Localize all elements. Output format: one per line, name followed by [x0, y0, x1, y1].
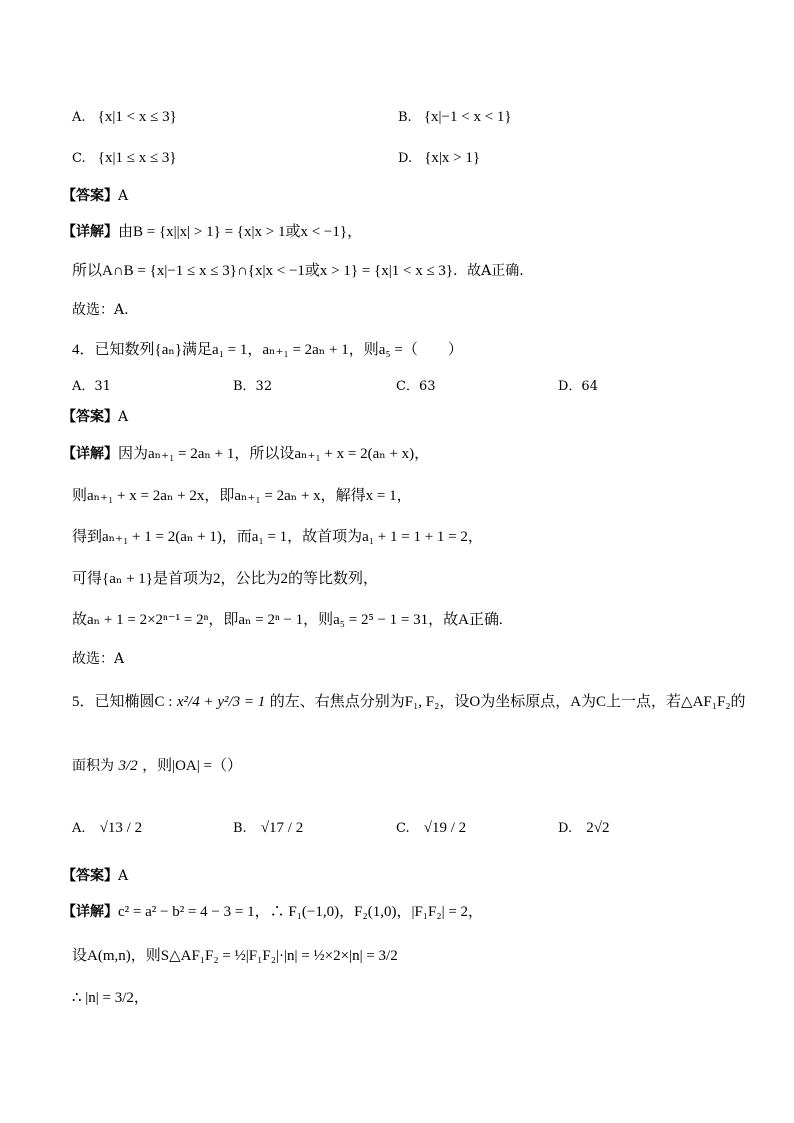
q5-stem2-prefix: 面积为	[72, 758, 114, 774]
detail-text: 则aₙ₊₁ + x = 2aₙ + 2x，即aₙ₊₁ = 2aₙ + x，解得x = 1，	[72, 488, 412, 504]
q5-stem2-suffix: ，则|OA| =（）	[142, 758, 242, 774]
answer-value: A	[118, 409, 129, 425]
q3-choose: 故选：A.	[72, 302, 129, 318]
detail-text: 因为aₙ₊₁ = 2aₙ + 1，所以设aₙ₊₁ + x = 2(aₙ + x)，	[118, 446, 430, 462]
q3-option-d-label: D.	[398, 151, 413, 166]
detail-conclusion: ．故A正确.	[453, 263, 524, 279]
q4-choose: 故选：A	[72, 651, 125, 667]
q4-option-c: C．63	[396, 379, 436, 394]
q5-stem-line-1	[72, 692, 746, 712]
q5-option-b-label: B.	[233, 821, 247, 836]
q5-detail-line-2	[72, 946, 398, 966]
q5-area-fraction: 3/2	[118, 758, 138, 774]
q5-answer	[62, 866, 128, 886]
q5-option-c-value: √19 / 2	[423, 820, 467, 836]
q3-option-c-label: C.	[72, 151, 86, 166]
q5-option-a-value: √13 / 2	[99, 820, 143, 836]
q4-detail-line-3	[72, 527, 483, 547]
q5-option-a-label: A.	[72, 821, 86, 836]
detail-tag: 【详解】	[62, 904, 118, 920]
answer-value: A	[118, 868, 129, 884]
q5-stem-mid: 的左、右焦点分别为F₁, F₂，设O为坐标原点，A为C上一点，若△AF₁F₂的	[269, 694, 746, 710]
q3-option-b-expr: {x|−1 < x < 1}	[423, 109, 512, 125]
q5-option-b-value: √17 / 2	[260, 820, 304, 836]
q4-answer	[62, 407, 128, 427]
q5-stem-prefix: 5．已知椭圆C :	[72, 694, 173, 710]
answer-value: A	[118, 188, 129, 204]
q3-option-c	[72, 148, 177, 169]
q3-option-d-expr: {x|x > 1}	[424, 150, 481, 166]
q5-option-a	[72, 818, 142, 839]
q4-stem	[72, 340, 463, 360]
q5-option-d-label: D.	[558, 821, 573, 836]
answer-tag: 【答案】	[62, 409, 118, 425]
q3-option-d	[398, 148, 480, 169]
detail-text: ∴ |n| = 3/2，	[72, 990, 149, 1006]
q3-option-c-expr: {x|1 ≤ x ≤ 3}	[97, 150, 177, 166]
q3-answer	[62, 186, 128, 206]
detail-text: 故aₙ + 1 = 2×2ⁿ⁻¹ = 2ⁿ，即aₙ = 2ⁿ − 1，则a₅ = 2⁵ − 1 = 31，故A正确.	[72, 612, 503, 628]
detail-tag: 【详解】	[62, 446, 118, 462]
answer-tag: 【答案】	[62, 868, 118, 884]
q5-option-d-value: 2√2	[586, 820, 610, 836]
detail-text: 得到aₙ₊₁ + 1 = 2(aₙ + 1)，而a₁ = 1，故首项为a₁ + 1 = 1 + 1 = 2，	[72, 529, 483, 545]
detail-text: c² = a² − b² = 4 − 3 = 1，∴ F₁(−1,0)，F₂(1,0)，|F₁F₂| = 2，	[118, 904, 484, 920]
q4-detail-line-2	[72, 486, 412, 506]
detail-tag: 【详解】	[62, 224, 118, 240]
detail-text: 设A(m,n)，则S△AF₁F₂ = ½|F₁F₂|·|n| = ½×2×|n| = 3/2	[72, 948, 398, 964]
answer-tag: 【答案】	[62, 188, 118, 204]
q5-ellipse-equation: x²/4 + y²/3 = 1	[176, 694, 266, 710]
q4-option-a: A．31	[72, 379, 111, 394]
q3-option-b-label: B.	[398, 110, 412, 125]
q5-option-c-label: C.	[396, 821, 410, 836]
q4-detail-line-5	[72, 610, 503, 630]
q5-option-d	[558, 818, 609, 839]
q5-option-c	[396, 818, 466, 839]
detail-text: 所以A∩B = {x|−1 ≤ x ≤ 3}∩{x|x < −1或x > 1} = {x|1 < x ≤ 3}	[72, 263, 454, 279]
q3-detail-line-1	[62, 222, 362, 242]
q4-option-b: B．32	[233, 379, 273, 394]
q4-detail-line-1	[62, 444, 429, 464]
q5-option-b	[233, 818, 303, 839]
q5-detail-line-1	[62, 902, 483, 922]
q5-detail-line-3	[72, 988, 149, 1008]
detail-text: 可得{aₙ + 1}是首项为2，公比为2的等比数列，	[72, 571, 379, 587]
q3-option-a-label: A.	[72, 110, 86, 125]
q3-detail-line-2	[72, 261, 524, 281]
detail-text: 由B = {x||x| > 1} = {x|x > 1或x < −1}，	[118, 224, 363, 240]
q5-stem-line-2	[72, 756, 242, 776]
q3-option-b	[398, 107, 512, 128]
q3-option-a	[72, 107, 177, 128]
q3-option-a-expr: {x|1 < x ≤ 3}	[97, 109, 177, 125]
q4-stem-text: 4．已知数列{aₙ}满足a₁ = 1，aₙ₊₁ = 2aₙ + 1，则a₅ =（ ）	[72, 342, 463, 358]
q4-detail-line-4	[72, 569, 378, 589]
q4-option-d: D．64	[558, 379, 598, 394]
